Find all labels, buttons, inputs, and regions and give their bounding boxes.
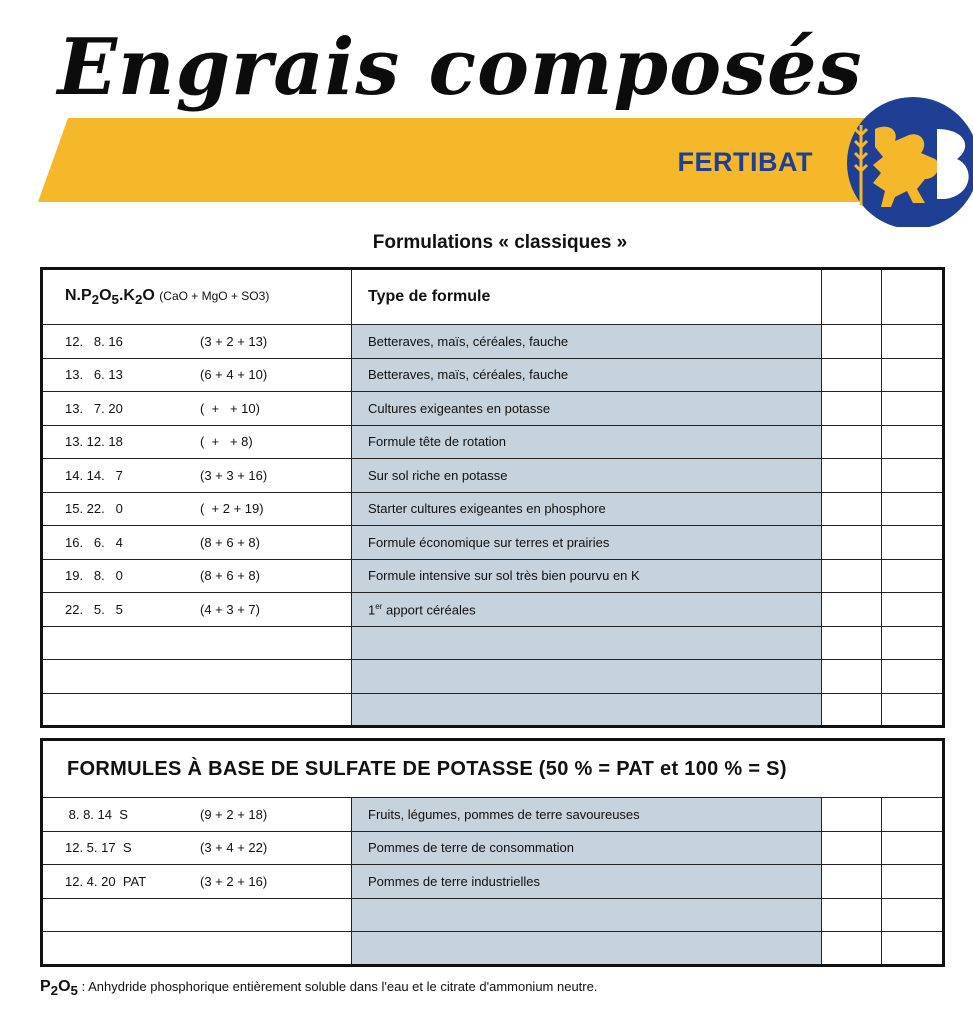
empty-row: [42, 660, 944, 694]
formula-type: Fruits, légumes, pommes de terre savoureuses: [352, 798, 822, 832]
table-row: [42, 425, 944, 459]
secondary-nutrients: ( + + 10): [200, 400, 260, 416]
secondary-nutrients: (6 + 4 + 10): [200, 367, 268, 383]
table-row: [42, 325, 944, 359]
col-header-extra: (CaO + MgO + SO3): [159, 288, 270, 303]
formula-type: Formule économique sur terres et prairies: [352, 526, 822, 560]
npk-value: 13. 6. 13: [65, 367, 123, 383]
footnote-text: : Anhydride phosphorique entièrement soluble dans l'eau et le citrate d'ammonium neutre.: [77, 979, 598, 994]
secondary-nutrients: ( + + 8): [200, 434, 253, 450]
secondary-nutrients: (4 + 3 + 7): [200, 601, 260, 617]
npk-value: 14. 14. 7: [65, 467, 123, 483]
table-row: [42, 865, 944, 899]
table-row: [42, 492, 944, 526]
npk-value: 22. 5. 5: [65, 601, 123, 617]
formula-type: Betteraves, maïs, céréales, fauche: [352, 358, 822, 392]
classic-formulations-table: [40, 267, 945, 728]
npk-value: 12. 4. 20 PAT: [65, 873, 147, 889]
npk-value: 12. 8. 16: [65, 333, 123, 349]
ordinal-number: 1: [368, 601, 376, 617]
formula-type: [352, 593, 822, 627]
table-row: [42, 831, 944, 865]
empty-row: [42, 626, 944, 660]
table-row: [42, 459, 944, 493]
table2-header: FORMULES À BASE DE SULFATE DE POTASSE (50 % = PAT et 100 % = S): [42, 740, 944, 798]
col-header-npk: $N.P_2O_5.K_2O$ (CaO + MgO + SO3): [42, 269, 352, 325]
table-row: [42, 392, 944, 426]
col-header-type: Type de formule: [352, 269, 822, 325]
npk-value: 12. 5. 17 S: [65, 840, 132, 856]
formula-type: Betteraves, maïs, céréales, fauche: [352, 325, 822, 359]
brand-name: FERTIBAT: [677, 147, 813, 177]
secondary-nutrients: (3 + 2 + 16): [200, 873, 268, 889]
col-header-empty-1: [822, 269, 882, 325]
secondary-nutrients: (9 + 2 + 18): [200, 806, 268, 822]
secondary-nutrients: ( + 2 + 19): [200, 501, 264, 517]
formula-type-text: apport céréales: [385, 601, 476, 617]
formula-type: Pommes de terre de consommation: [352, 831, 822, 865]
formula-type: Formule intensive sur sol très bien pourvu en K: [352, 559, 822, 593]
table-row: [42, 559, 944, 593]
empty-row: [42, 693, 944, 727]
footnote-term: $P_2O_5$: [40, 978, 78, 999]
col-header-empty-2: [882, 269, 944, 325]
secondary-nutrients: (8 + 6 + 8): [200, 568, 260, 584]
fertibat-logo: [825, 95, 973, 227]
empty-row: [42, 898, 944, 932]
npk-value: 15. 22. 0: [65, 501, 123, 517]
table1-caption: Formulations « classiques »: [372, 232, 628, 253]
footnote: [40, 978, 597, 998]
formula-type: Pommes de terre industrielles: [352, 865, 822, 899]
table-row: [42, 798, 944, 832]
npk-value: 16. 6. 4: [65, 534, 123, 550]
table-row: [42, 593, 944, 627]
secondary-nutrients: (3 + 3 + 16): [200, 467, 268, 483]
secondary-nutrients: (3 + 2 + 13): [200, 333, 268, 349]
npk-value: 13. 7. 20: [65, 400, 123, 416]
npk-value: 19. 8. 0: [65, 568, 123, 584]
empty-row: [42, 932, 944, 966]
npk-value: 13. 12. 18: [65, 434, 123, 450]
formula-type: Sur sol riche en potasse: [352, 459, 822, 493]
secondary-nutrients: (8 + 6 + 8): [200, 534, 260, 550]
formula-type: Formule tête de rotation: [352, 425, 822, 459]
formula-type: Cultures exigeantes en potasse: [352, 392, 822, 426]
npk-value: 8. 8. 14 S: [65, 806, 128, 822]
sulfate-potash-table: [40, 738, 945, 967]
page-title: Engrais composés: [57, 22, 863, 113]
ordinal-suffix: er: [375, 601, 383, 611]
table-row: [42, 526, 944, 560]
secondary-nutrients: (3 + 4 + 22): [200, 840, 268, 856]
table-row: [42, 358, 944, 392]
formula-type: Starter cultures exigeantes en phosphore: [352, 492, 822, 526]
